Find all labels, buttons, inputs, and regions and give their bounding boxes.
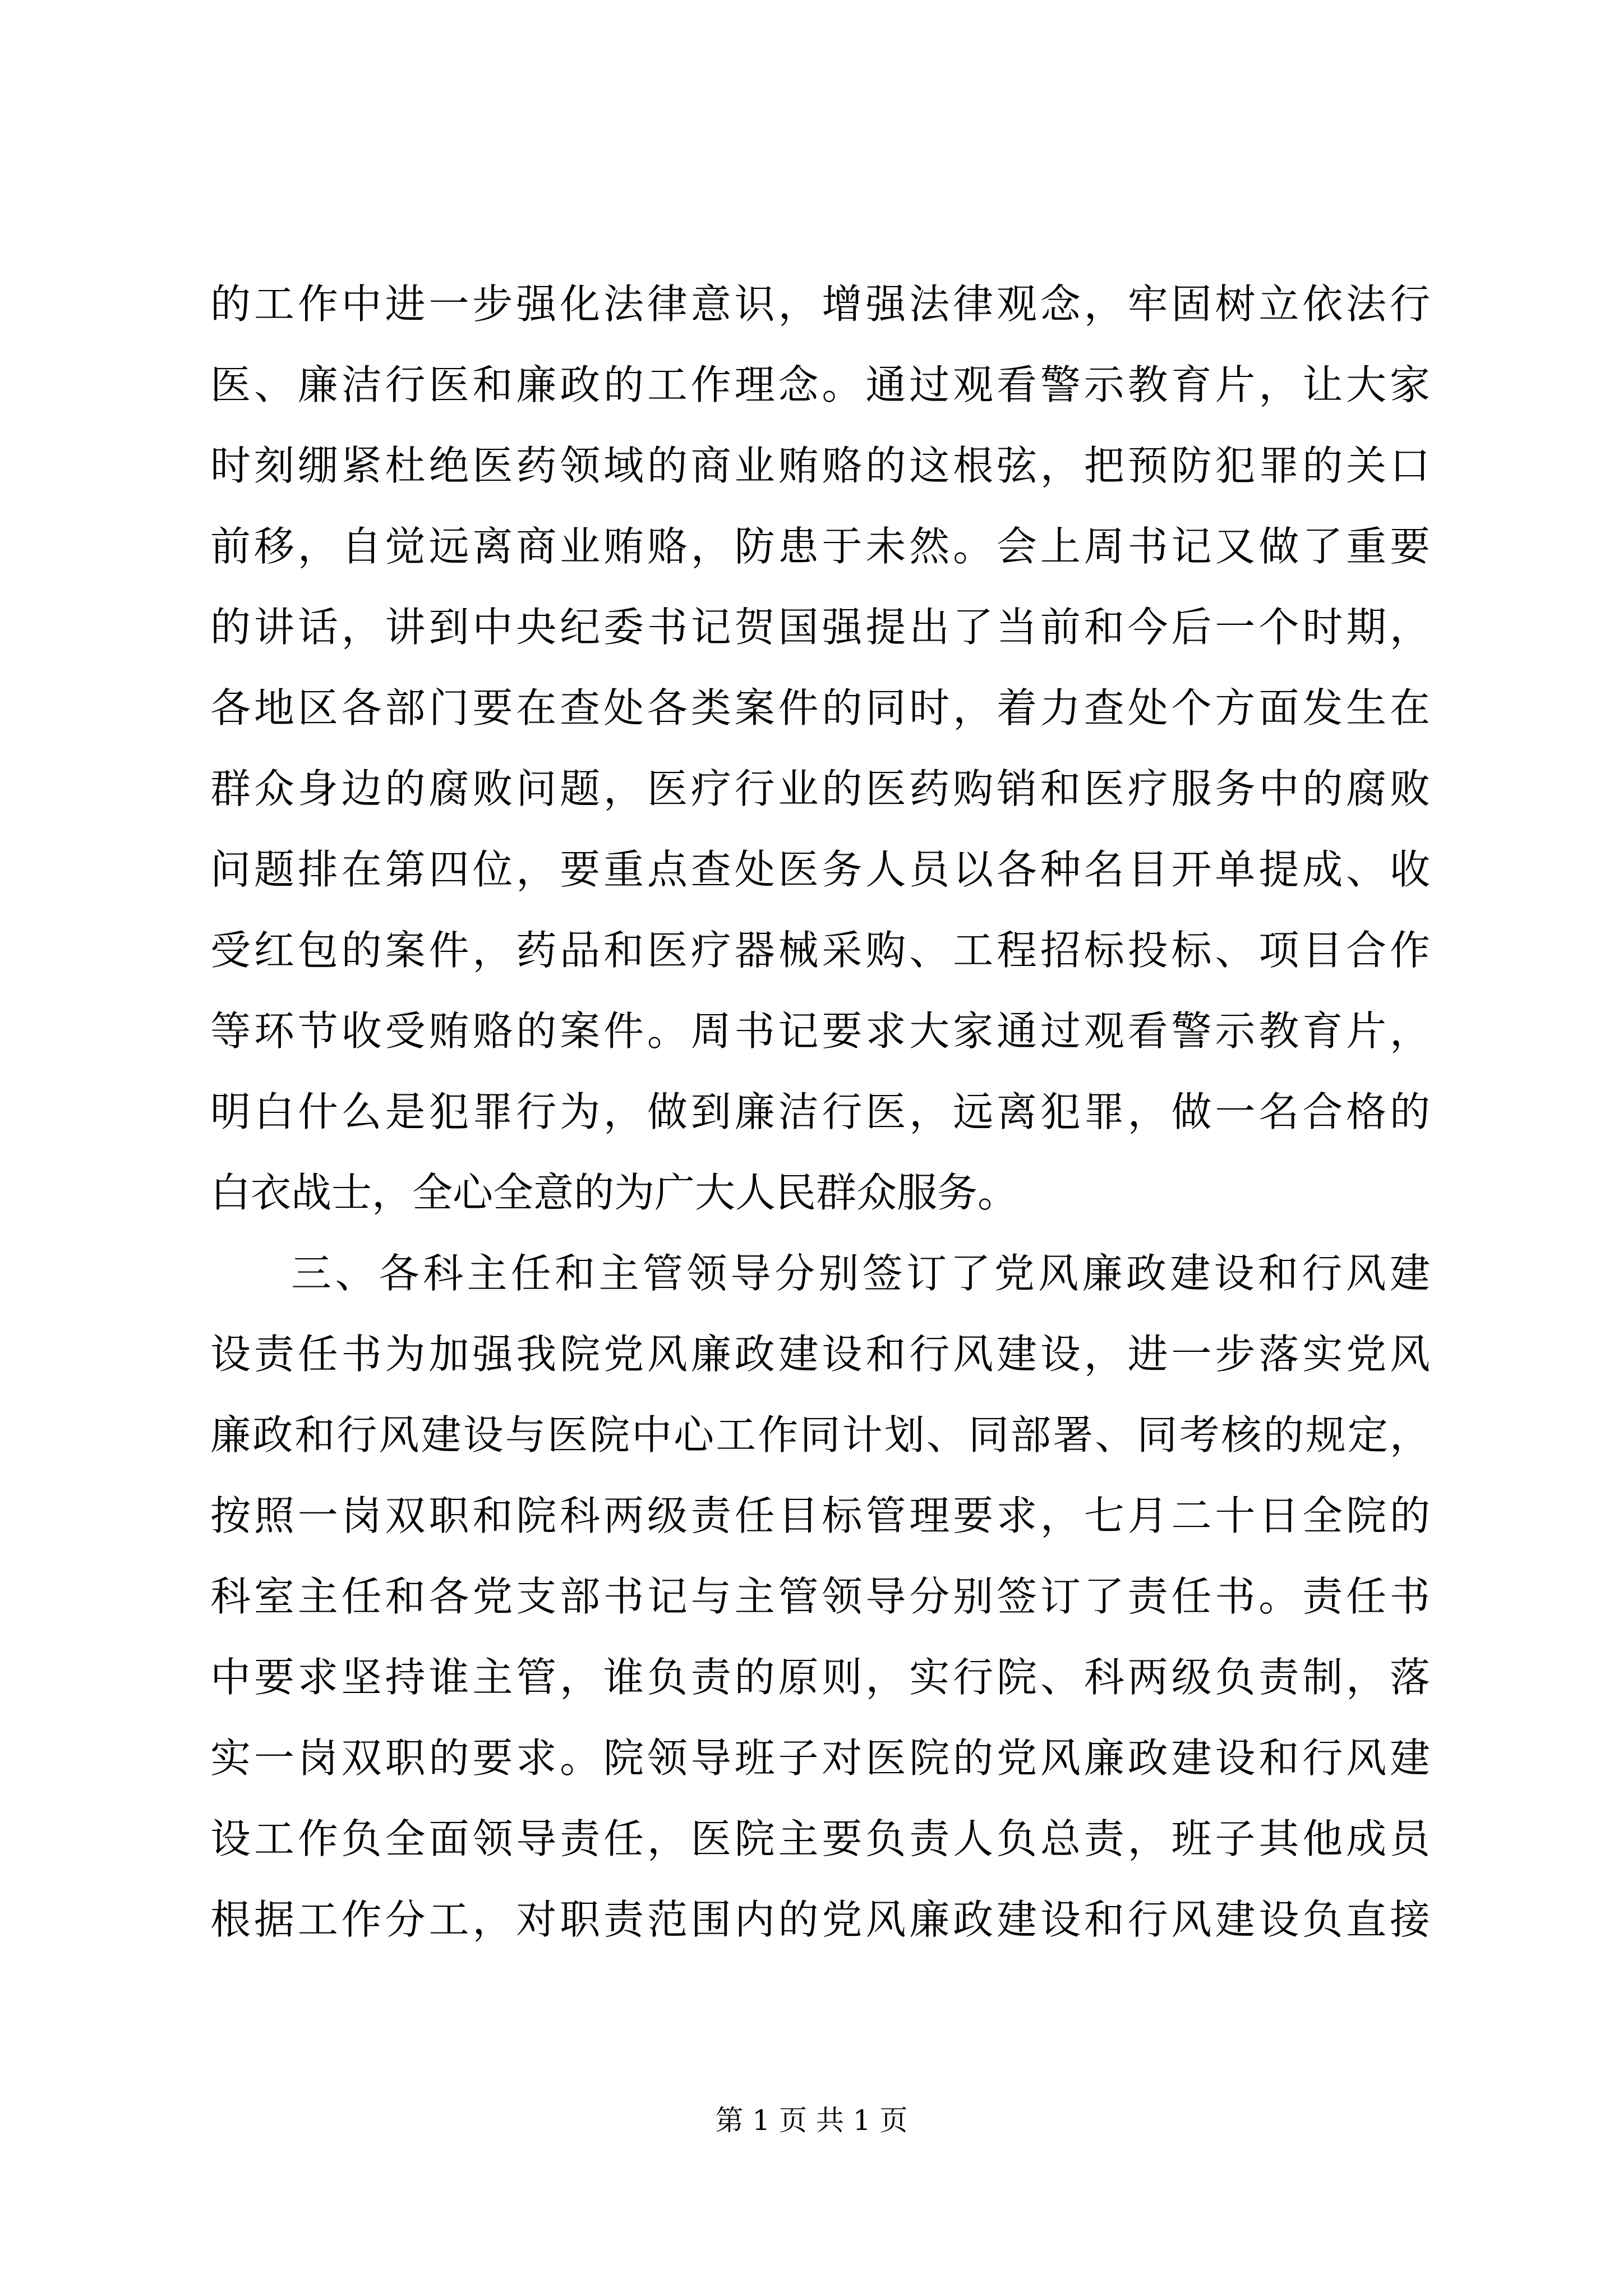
document-body bbox=[210, 264, 1430, 1960]
text-line: 时刻绷紧杜绝医药领域的商业贿赂的这根弦，把预防犯罪的关口 bbox=[210, 442, 1430, 489]
text-line: 受红包的案件，药品和医疗器械采购、工程招标投标、项目合作 bbox=[210, 927, 1430, 974]
page-number-label: 第 1 页 共 1 页 bbox=[715, 2104, 908, 2137]
text-line: 前移，自觉远离商业贿赂，防患于未然。会上周书记又做了重要 bbox=[210, 523, 1430, 570]
text-line: 廉政和行风建设与医院中心工作同计划、同部署、同考核的规定， bbox=[210, 1411, 1430, 1458]
text-line: 设责任书为加强我院党风廉政建设和行风建设，进一步落实党风 bbox=[210, 1331, 1430, 1378]
text-line: 根据工作分工，对职责范围内的党风廉政建设和行风建设负直接 bbox=[210, 1896, 1430, 1943]
text-line: 的讲话，讲到中央纪委书记贺国强提出了当前和今后一个时期， bbox=[210, 604, 1430, 651]
text-line: 实一岗双职的要求。院领导班子对医院的党风廉政建设和行风建 bbox=[210, 1734, 1430, 1782]
text-line: 等环节收受贿赂的案件。周书记要求大家通过观看警示教育片， bbox=[210, 1007, 1430, 1055]
text-line: 设工作负全面领导责任，医院主要负责人负总责，班子其他成员 bbox=[210, 1815, 1430, 1862]
text-line: 各地区各部门要在查处各类案件的同时，着力查处个方面发生在 bbox=[210, 684, 1430, 731]
paragraph-2 bbox=[210, 1233, 1430, 1960]
text-line: 科室主任和各党支部书记与主管领导分别签订了责任书。责任书 bbox=[210, 1573, 1430, 1620]
paragraph-1 bbox=[210, 264, 1430, 1233]
text-line: 问题排在第四位，要重点查处医务人员以各种名目开单提成、收 bbox=[210, 846, 1430, 893]
text-line: 三、各科主任和主管领导分别签订了党风廉政建设和行风建 bbox=[291, 1250, 1430, 1297]
text-line: 的工作中进一步强化法律意识，增强法律观念，牢固树立依法行 bbox=[210, 280, 1430, 328]
text-line: 白衣战士，全心全意的为广大人民群众服务。 bbox=[210, 1169, 1018, 1216]
text-line: 群众身边的腐败问题，医疗行业的医药购销和医疗服务中的腐败 bbox=[210, 765, 1430, 812]
text-line: 中要求坚持谁主管，谁负责的原则，实行院、科两级负责制，落 bbox=[210, 1654, 1430, 1701]
page-footer bbox=[0, 2101, 1623, 2140]
text-line: 按照一岗双职和院科两级责任目标管理要求，七月二十日全院的 bbox=[210, 1492, 1430, 1539]
text-line: 明白什么是犯罪行为，做到廉洁行医，远离犯罪，做一名合格的 bbox=[210, 1088, 1430, 1135]
text-line: 医、廉洁行医和廉政的工作理念。通过观看警示教育片，让大家 bbox=[210, 361, 1430, 408]
